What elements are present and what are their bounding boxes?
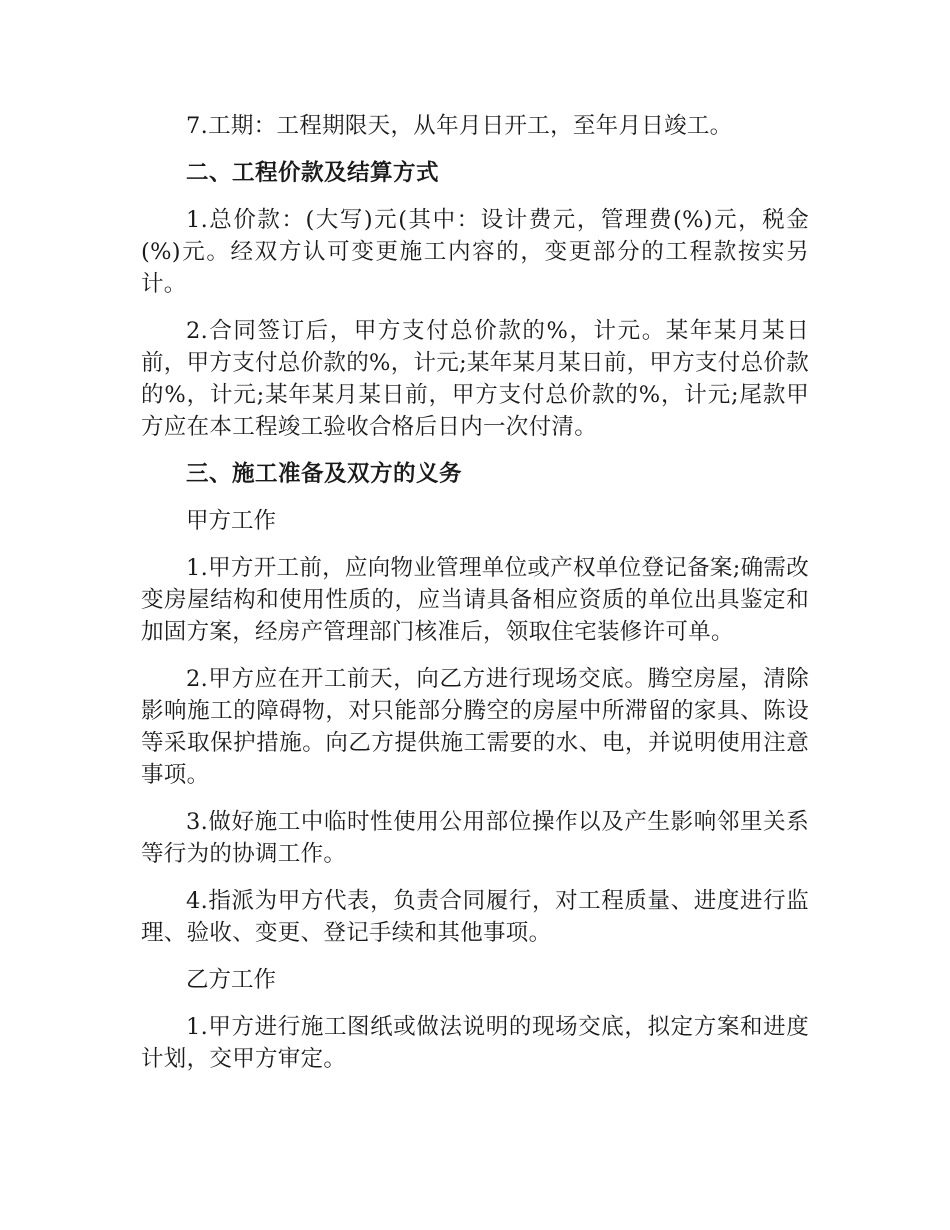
- clause-7-schedule: 7.工期：工程期限天，从年月日开工，至年月日竣工。: [186, 113, 733, 139]
- party-a-clause-4: 4.指派为甲方代表，负责合同履行，对工程质量、进度进行监理、验收、变更、登记手续和其他事项。: [141, 888, 809, 946]
- subheading-party-a-work: 甲方工作: [186, 508, 277, 534]
- document-body: [141, 110, 809, 1090]
- party-a-clause-3: 3.做好施工中临时性使用公用部位操作以及产生影响邻里关系等行为的协调工作。: [141, 809, 809, 867]
- party-a-clause-2: 2.甲方应在开工前天，向乙方进行现场交底。腾空房屋，清除影响施工的障碍物，对只能部分腾空的房屋中所滞留的家具、陈设等采取保护措施。向乙方提供施工需要的水、电，并说明使用注意事项。: [141, 666, 809, 788]
- clause-total-price: 1.总价款：(大写)元(其中：设计费元，管理费(%)元，税金(%)元。经双方认可变更施工内容的，变更部分的工程款按实另计。: [141, 207, 809, 297]
- party-a-clause-1: 1.甲方开工前，应向物业管理单位或产权单位登记备案;确需改变房屋结构和使用性质的，应当请具备相应资质的单位出具鉴定和加固方案，经房产管理部门核准后，领取住宅装修许可单。: [141, 555, 809, 645]
- party-b-clause-1: 1.甲方进行施工图纸或做法说明的现场交底，拟定方案和进度计划，交甲方审定。: [141, 1014, 809, 1072]
- section-heading-preparation-duties: 三、施工准备及双方的义务: [186, 461, 463, 487]
- section-heading-price-settlement: 二、工程价款及结算方式: [186, 160, 440, 186]
- subheading-party-b-work: 乙方工作: [186, 967, 277, 993]
- clause-payment-schedule: 2.合同签订后，甲方支付总价款的%，计元。某年某月某日前，甲方支付总价款的%，计元;某年某月某日前，甲方支付总价款的%，计元;某年某月某日前，甲方支付总价款的%，计元;尾款甲方应在本工程竣工验收合格后日内一次付清。: [141, 318, 809, 440]
